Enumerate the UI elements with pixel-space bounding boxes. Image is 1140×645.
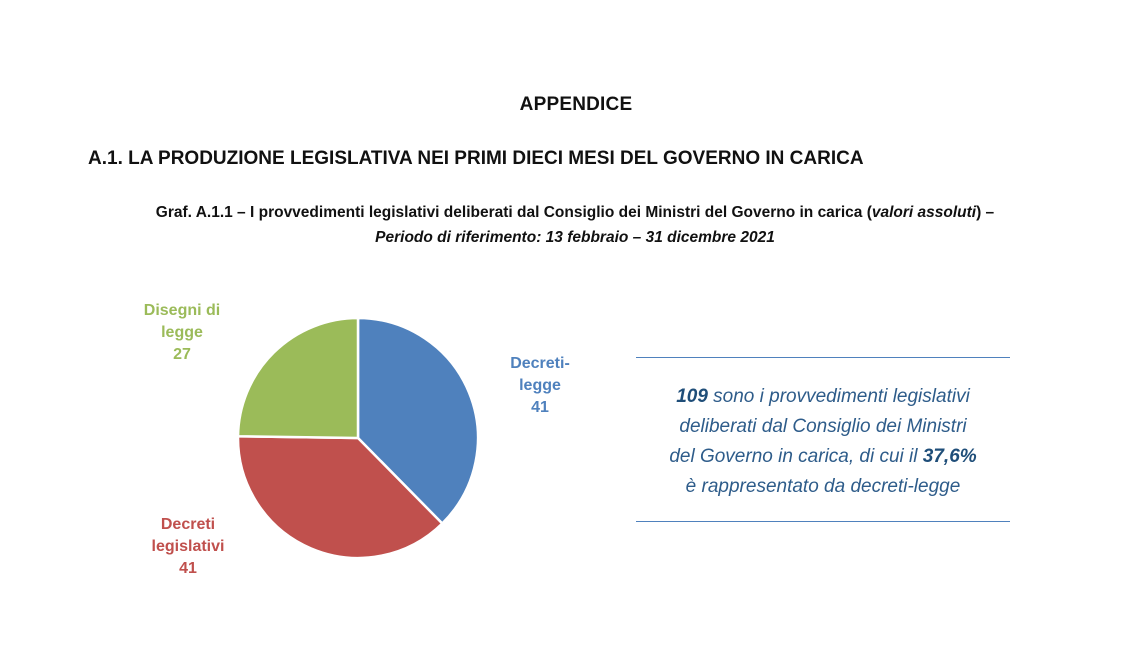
callout-total: 109 [676,386,708,407]
slice-value-disegni-di-legge: 27 [173,346,191,363]
slice-value-decreti-legislativi: 41 [179,560,197,577]
slice-label-decreti-legge-line-1: Decreti- [510,355,570,372]
slice-value-decreti-legge: 41 [531,399,549,416]
caption-italic: valori assoluti [871,204,977,221]
callout-line-2: deliberati dal Consiglio dei Ministri [679,416,967,437]
callout-line-4: è rappresentato da decreti-legge [685,476,961,497]
caption-period: Periodo di riferimento: 13 febbraio – 31 dicembre 2021 [375,229,775,246]
callout-line-3 [636,442,1010,472]
summary-callout-text [636,382,1010,502]
slice-label-decreti-legislativi-line-2: legislativi [151,538,225,555]
slice-label-decreti-legislativi [138,514,238,580]
callout-percent: 37,6% [922,446,977,467]
slice-label-decreti-legge-line-2: legge [519,377,561,394]
appendix-title: APPENDICE [519,94,633,115]
pie-slice-disegni-di-legge [238,318,358,438]
caption-main: Graf. A.1.1 – I provvedimenti legislativi deliberati dal Consiglio dei Ministri del Governo in carica ( [155,204,872,221]
callout-line-1-rest: sono i provvedimenti legislativi [707,386,970,407]
slice-label-disegni-di-legge-line-1: Disegni di [143,302,221,319]
caption-end: ) – [976,204,995,221]
slice-label-decreti-legislativi-line-1: Decreti [160,516,216,533]
slice-label-decreti-legge [500,353,580,419]
slice-label-disegni-di-legge-line-2: legge [161,324,203,341]
summary-callout [636,357,1010,522]
slice-label-disegni-di-legge [132,300,232,366]
callout-line-3-start: del Governo in carica, di cui il [669,446,923,467]
section-title: A.1. LA PRODUZIONE LEGISLATIVA NEI PRIMI DIECI MESI DEL GOVERNO IN CARICA [88,148,864,169]
callout-line-1 [636,382,1010,412]
